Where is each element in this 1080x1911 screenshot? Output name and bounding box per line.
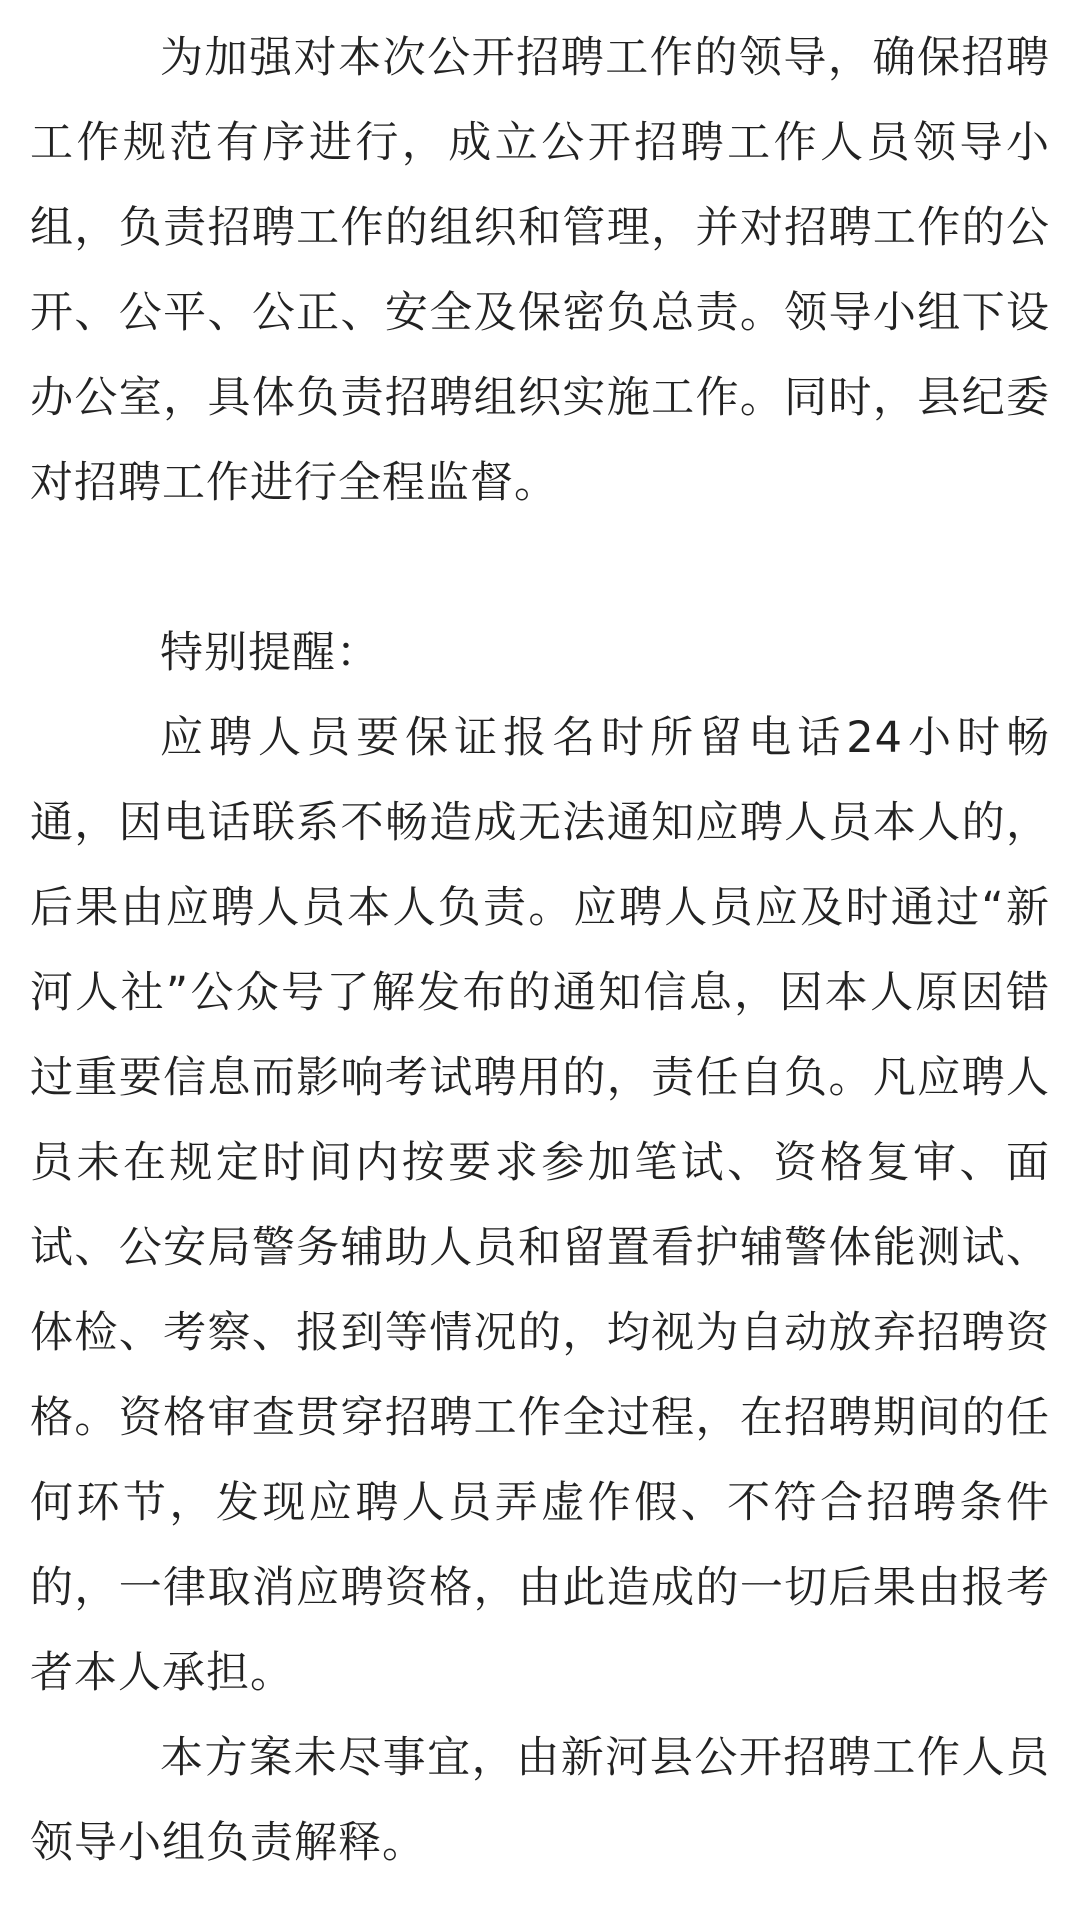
paragraph-interpretation: 本方案未尽事宜，由新河县公开招聘工作人员领导小组负责解释。 bbox=[30, 1733, 1050, 1868]
paragraph-leadership-group: 为加强对本次公开招聘工作的领导，确保招聘工作规范有序进行，成立公开招聘工作人员领导小组，负责招聘工作的组织和管理，并对招聘工作的公开、公平、公正、安全及保密负总责。领导小组下设办公室，具体负责招聘组织实施工作。同时，县纪委对招聘工作进行全程监督。 bbox=[30, 33, 1050, 508]
paragraph-applicant-notice: 应聘人员要保证报名时所留电话24小时畅通，因电话联系不畅造成无法通知应聘人员本人的，后果由应聘人员本人负责。应聘人员应及时通过“新河人社”公众号了解发布的通知信息，因本人原因错过重要信息而影响考试聘用的，责任自负。凡应聘人员未在规定时间内按要求参加笔试、资格复审、面试、公安局警务辅助人员和留置看护辅警体能测试、体检、考察、报到等情况的，均视为自动放弃招聘资格。资格审查贯穿招聘工作全过程，在招聘期间的任何环节，发现应聘人员弄虚作假、不符合招聘条件的，一律取消应聘资格，由此造成的一切后果由报考者本人承担。 bbox=[30, 713, 1050, 1698]
document-body bbox=[30, 0, 1050, 1886]
special-reminder-heading: 特别提醒： bbox=[160, 628, 380, 678]
